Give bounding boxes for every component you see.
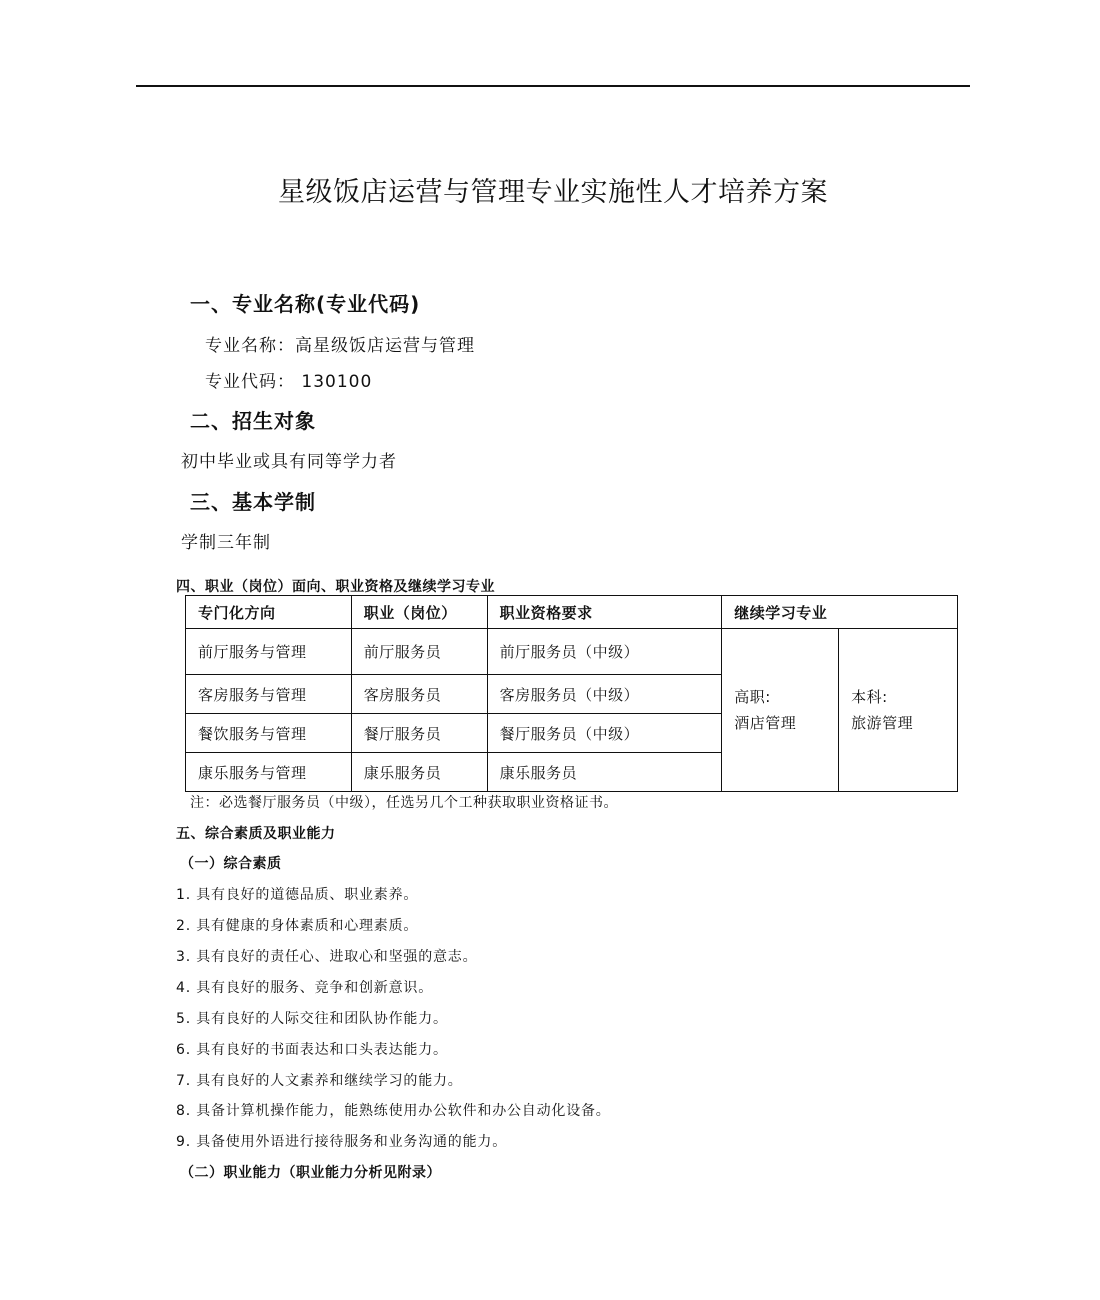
table-cell: 康乐服务员 — [351, 753, 487, 792]
career-table — [185, 595, 958, 792]
section-2-heading: 二、招生对象 — [190, 409, 316, 433]
table-cell: 客房服务与管理 — [186, 675, 352, 714]
continuing-vocational — [722, 629, 839, 792]
cont-label: 高职: — [734, 688, 771, 706]
cont-value: 旅游管理 — [851, 714, 914, 732]
list-item: 7. 具有良好的人文素养和继续学习的能力。 — [176, 1073, 463, 1089]
section-5-heading: 五、综合素质及职业能力 — [176, 826, 336, 842]
header-continuing-study: 继续学习专业 — [722, 596, 958, 629]
table-note: 注：必选餐厅服务员（中级），任选另几个工种获取职业资格证书。 — [190, 795, 618, 811]
list-item: 8. 具备计算机操作能力，能熟练使用办公软件和办公自动化设备。 — [176, 1103, 611, 1119]
header-qualification: 职业资格要求 — [487, 596, 722, 629]
table-cell: 餐厅服务员（中级） — [487, 714, 722, 753]
table-cell: 前厅服务与管理 — [186, 629, 352, 675]
table-header-row — [186, 596, 958, 629]
cont-label: 本科: — [851, 688, 888, 706]
list-item: 5. 具有良好的人际交往和团队协作能力。 — [176, 1011, 448, 1027]
table-cell: 客房服务员 — [351, 675, 487, 714]
schooling-length: 学制三年制 — [181, 533, 271, 553]
list-item: 4. 具有良好的服务、竞争和创新意识。 — [176, 980, 434, 996]
enrollment-target: 初中毕业或具有同等学力者 — [181, 452, 397, 472]
major-code: 专业代码： 130100 — [205, 372, 373, 392]
table-cell: 康乐服务员 — [487, 753, 722, 792]
header-rule — [136, 85, 970, 87]
subsection-quality: （一）综合素质 — [180, 856, 282, 872]
list-item: 9. 具备使用外语进行接待服务和业务沟通的能力。 — [176, 1134, 508, 1150]
table-cell: 餐饮服务与管理 — [186, 714, 352, 753]
table-cell: 康乐服务与管理 — [186, 753, 352, 792]
section-1-heading: 一、专业名称(专业代码) — [190, 292, 421, 316]
document-title: 星级饭店运营与管理专业实施性人才培养方案 — [278, 177, 828, 208]
continuing-undergrad — [839, 629, 958, 792]
list-item: 3. 具有良好的责任心、进取心和坚强的意志。 — [176, 949, 478, 965]
table-cell: 前厅服务员 — [351, 629, 487, 675]
list-item: 6. 具有良好的书面表达和口头表达能力。 — [176, 1042, 448, 1058]
header-direction: 专门化方向 — [186, 596, 352, 629]
table-cell: 前厅服务员（中级） — [487, 629, 722, 675]
list-item: 2. 具有健康的身体素质和心理素质。 — [176, 918, 419, 934]
subsection-ability: （二）职业能力（职业能力分析见附录） — [180, 1165, 441, 1181]
cont-value: 酒店管理 — [734, 714, 797, 732]
major-name: 专业名称：高星级饭店运营与管理 — [205, 336, 475, 356]
list-item: 1. 具有良好的道德品质、职业素养。 — [176, 887, 419, 903]
header-occupation: 职业（岗位） — [351, 596, 487, 629]
table-row — [186, 629, 958, 675]
table-cell: 客房服务员（中级） — [487, 675, 722, 714]
section-3-heading: 三、基本学制 — [190, 490, 316, 514]
table-cell: 餐厅服务员 — [351, 714, 487, 753]
section-4-heading: 四、职业（岗位）面向、职业资格及继续学习专业 — [176, 579, 495, 595]
